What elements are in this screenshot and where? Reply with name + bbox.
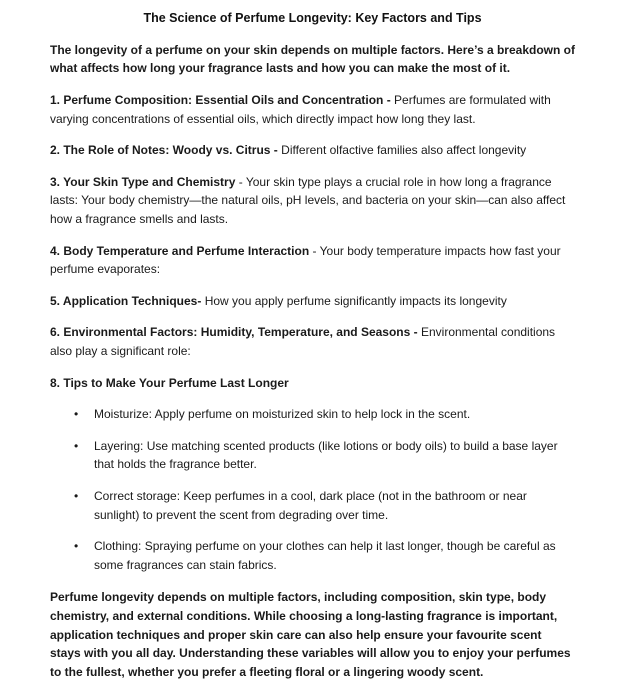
section-body-1: Perfumes are formulated with varying concentrations of essential oils, which directly impact how long they last.: [50, 93, 551, 126]
section-body-6: Environmental conditions also play a significant role:: [50, 325, 556, 358]
list-item-text: Layering: Use matching scented products (like lotions or body oils) to build a base layer that holds the fragrance better.: [94, 438, 558, 472]
section-paragraph-3: [50, 173, 575, 229]
tips-list: [50, 405, 575, 574]
section-paragraph-4: [50, 242, 575, 279]
list-item: [50, 487, 575, 524]
section-paragraph-5: [50, 292, 575, 311]
bullet-icon: •: [74, 488, 79, 503]
list-item-text: Moisturize: Apply perfume on moisturized skin to help lock in the scent.: [94, 407, 471, 422]
list-item-text: Clothing: Spraying perfume on your clothes can help it last longer, though be careful as some fragrances can stain fabrics.: [94, 539, 556, 572]
section-body-4: - Your body temperature impacts how fast your perfume evaporates:: [50, 243, 561, 277]
section-paragraph-2: [50, 141, 575, 160]
section-lead-3: 3. Your Skin Type and Chemistry: [50, 174, 236, 189]
list-item: [50, 405, 575, 424]
intro-paragraph: The longevity of a perfume on your skin depends on multiple factors. Here’s a breakdown of what affects how long your fragrance lasts and how you can make the most of it.: [50, 42, 575, 76]
tips-heading: 8. Tips to Make Your Perfume Last Longer: [50, 375, 289, 390]
section-lead-2: 2. The Role of Notes: Woody vs. Citrus -: [50, 143, 278, 158]
section-lead-4: 4. Body Temperature and Perfume Interaction: [50, 243, 310, 258]
section-lead-6: 6. Environmental Factors: Humidity, Temperature, and Seasons -: [50, 325, 418, 340]
section-body-5: How you apply perfume significantly impacts its longevity: [201, 293, 507, 308]
bullet-icon: •: [74, 438, 79, 453]
bullet-icon: •: [74, 407, 79, 422]
list-item-text: Correct storage: Keep perfumes in a cool, dark place (not in the bathroom or near sunlight) to prevent the scent from degrading over time.: [94, 488, 527, 522]
section-lead-5: 5. Application Techniques-: [50, 293, 202, 308]
bullet-icon: •: [74, 539, 79, 554]
section-paragraph-1: [50, 91, 575, 128]
list-item: [50, 437, 575, 474]
closing-paragraph: Perfume longevity depends on multiple factors, including composition, skin type, body chemistry, and external conditions. While choosing a long-lasting fragrance is important, application techniques and proper skin care can also help ensure your favourite scent stays with you all day. Understanding these variables will allow you to enjoy your perfumes to the fullest, whether you prefer a fleeting floral or a lingering woody scent.: [50, 590, 571, 679]
section-lead-1: 1. Perfume Composition: Essential Oils and Concentration -: [50, 93, 391, 108]
page-title: The Science of Perfume Longevity: Key Factors and Tips: [143, 11, 482, 25]
section-paragraph-6: [50, 323, 575, 360]
section-body-3: - Your skin type plays a crucial role in how long a fragrance lasts: Your body chemistry—the natural oils, pH levels, and bacteria on your skin—can also affect how a fragrance smells and lasts.: [50, 174, 566, 227]
list-item: [50, 537, 575, 574]
section-body-2: Different olfactive families also affect longevity: [277, 143, 527, 158]
